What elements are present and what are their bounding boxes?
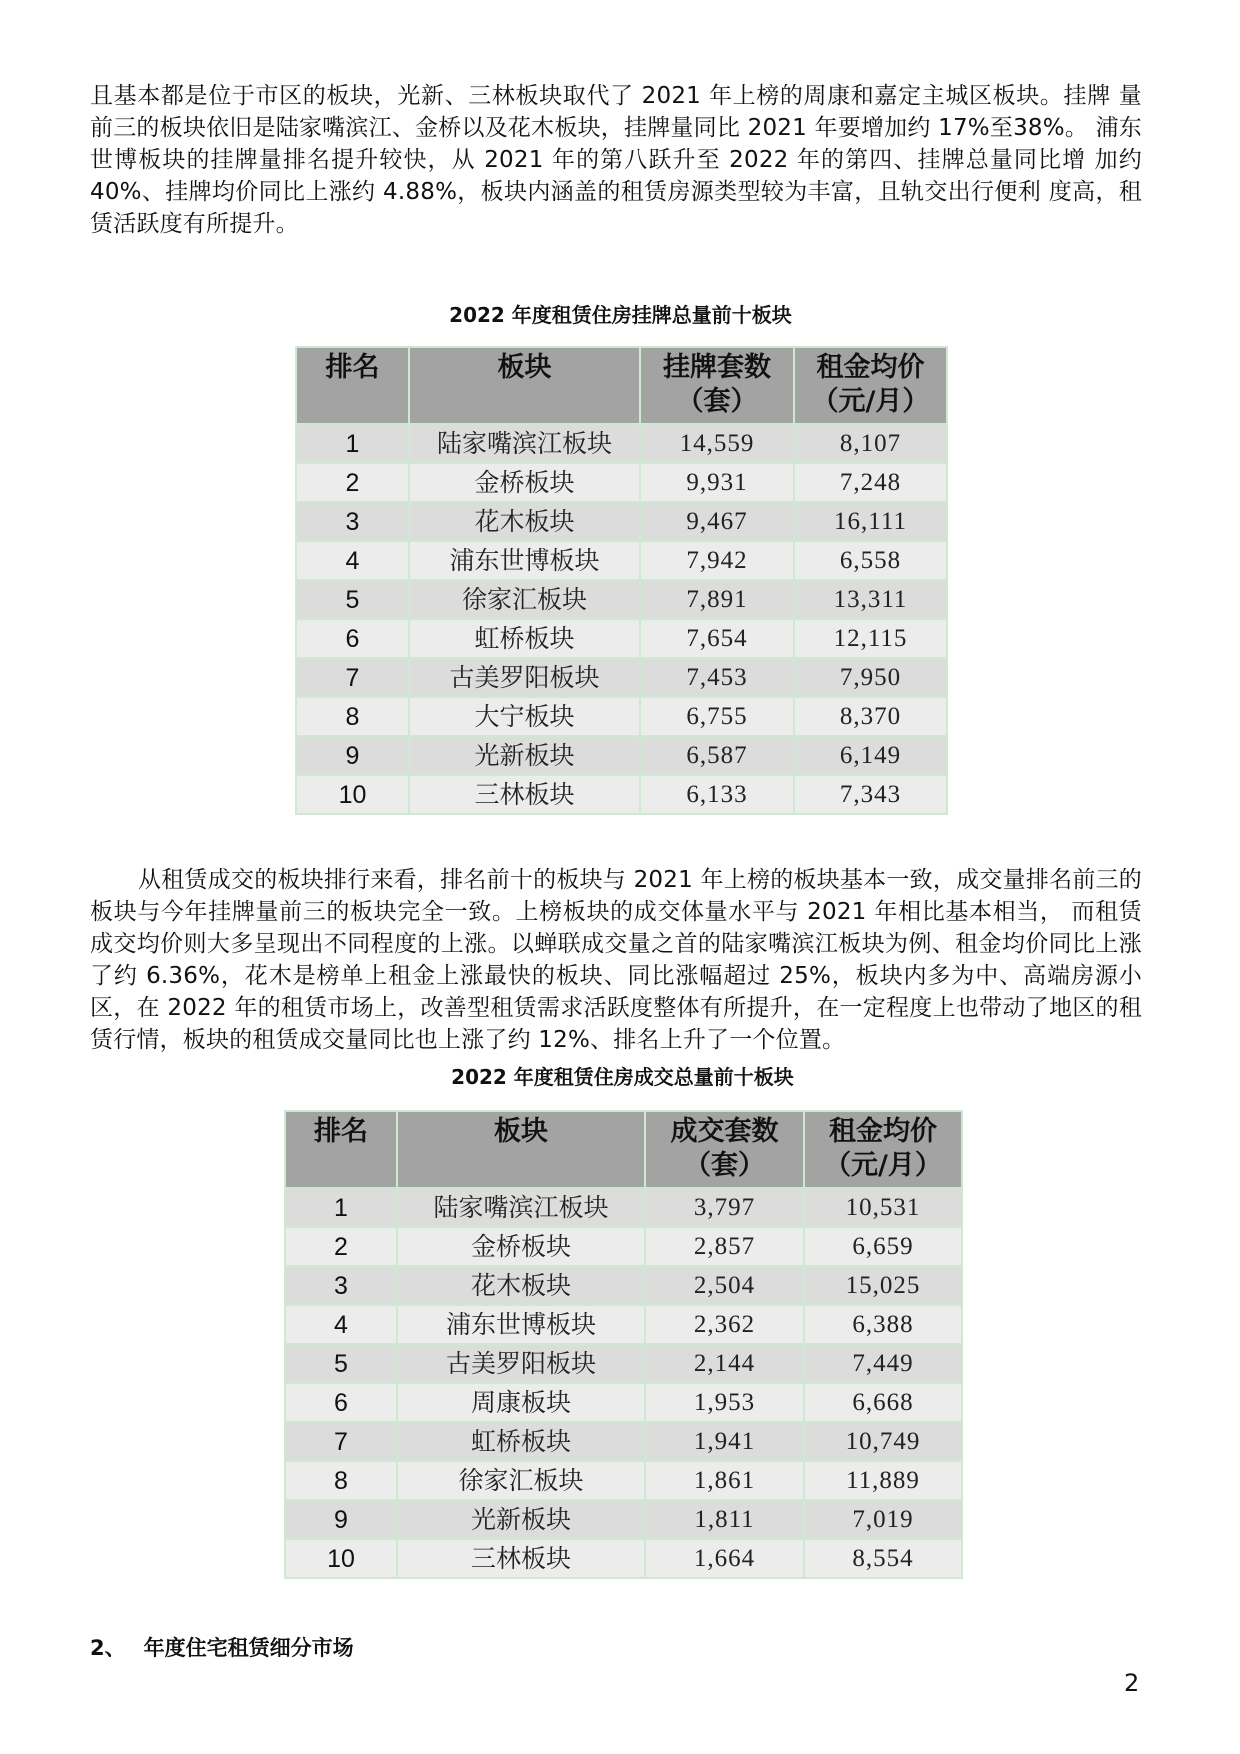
table-row [285, 1500, 962, 1539]
cell-block: 花木板块 [409, 502, 640, 541]
header-listing-count [640, 347, 794, 424]
cell-count: 6,133 [640, 775, 794, 814]
section-heading [90, 1634, 354, 1662]
cell-block: 大宁板块 [409, 697, 640, 736]
listing-table-title: 2022 年度租赁住房挂牌总量前十板块 [449, 303, 792, 327]
transaction-table-title: 2022 年度租赁住房成交总量前十板块 [451, 1065, 794, 1089]
cell-price: 10,531 [804, 1188, 962, 1227]
cell-count: 6,755 [640, 697, 794, 736]
cell-price: 15,025 [804, 1266, 962, 1305]
cell-rank: 6 [296, 619, 409, 658]
cell-rank: 9 [296, 736, 409, 775]
cell-count: 9,931 [640, 463, 794, 502]
table-row [296, 697, 947, 736]
cell-block: 徐家汇板块 [409, 580, 640, 619]
cell-count: 7,453 [640, 658, 794, 697]
cell-count: 2,504 [645, 1266, 804, 1305]
header-avg-rent [794, 347, 947, 424]
header-block: 板块 [409, 347, 640, 424]
cell-price: 7,019 [804, 1500, 962, 1539]
cell-rank: 4 [296, 541, 409, 580]
cell-block: 光新板块 [409, 736, 640, 775]
cell-price: 7,950 [794, 658, 947, 697]
table-row [296, 463, 947, 502]
cell-block: 三林板块 [409, 775, 640, 814]
page-number: 2 [1124, 1669, 1140, 1697]
cell-rank: 5 [285, 1344, 397, 1383]
cell-price: 7,248 [794, 463, 947, 502]
cell-count: 2,362 [645, 1305, 804, 1344]
cell-rank: 3 [285, 1266, 397, 1305]
cell-price: 11,889 [804, 1461, 962, 1500]
header-listing-count-label: 挂牌套数 [663, 352, 771, 383]
cell-block: 陆家嘴滨江板块 [397, 1188, 645, 1227]
cell-count: 7,942 [640, 541, 794, 580]
cell-price: 6,668 [804, 1383, 962, 1422]
table-row [285, 1188, 962, 1227]
table-row [285, 1227, 962, 1266]
header-transaction-count-label: 成交套数 [670, 1116, 779, 1147]
cell-count: 1,861 [645, 1461, 804, 1500]
header-avg-rent-unit: （元/月） [824, 1150, 942, 1181]
cell-count: 7,891 [640, 580, 794, 619]
cell-rank: 8 [285, 1461, 397, 1500]
table-row [296, 658, 947, 697]
header-avg-rent [804, 1111, 962, 1188]
cell-block: 浦东世博板块 [397, 1305, 645, 1344]
cell-price: 16,111 [794, 502, 947, 541]
cell-price: 10,749 [804, 1422, 962, 1461]
table-row [285, 1539, 962, 1578]
cell-rank: 5 [296, 580, 409, 619]
cell-price: 7,343 [794, 775, 947, 814]
cell-count: 2,144 [645, 1344, 804, 1383]
cell-count: 9,467 [640, 502, 794, 541]
table-row [285, 1422, 962, 1461]
cell-block: 金桥板块 [397, 1227, 645, 1266]
cell-price: 8,554 [804, 1539, 962, 1578]
header-avg-rent-label: 租金均价 [816, 352, 925, 383]
cell-block: 花木板块 [397, 1266, 645, 1305]
cell-rank: 8 [296, 697, 409, 736]
cell-count: 3,797 [645, 1188, 804, 1227]
cell-price: 6,558 [794, 541, 947, 580]
table-row [285, 1461, 962, 1500]
cell-block: 金桥板块 [409, 463, 640, 502]
cell-rank: 1 [296, 424, 409, 463]
cell-price: 6,388 [804, 1305, 962, 1344]
cell-price: 6,149 [794, 736, 947, 775]
header-avg-rent-label: 租金均价 [829, 1116, 937, 1147]
header-avg-rent-unit: （元/月） [811, 386, 930, 417]
cell-count: 6,587 [640, 736, 794, 775]
cell-price: 13,311 [794, 580, 947, 619]
cell-price: 8,107 [794, 424, 947, 463]
cell-count: 7,654 [640, 619, 794, 658]
cell-price: 6,659 [804, 1227, 962, 1266]
table-row [296, 502, 947, 541]
cell-count: 1,953 [645, 1383, 804, 1422]
cell-block: 陆家嘴滨江板块 [409, 424, 640, 463]
cell-rank: 1 [285, 1188, 397, 1227]
header-block: 板块 [397, 1111, 645, 1188]
cell-block: 古美罗阳板块 [397, 1344, 645, 1383]
table-row [296, 619, 947, 658]
cell-rank: 2 [296, 463, 409, 502]
section-number: 2、 [90, 1636, 126, 1660]
cell-block: 古美罗阳板块 [409, 658, 640, 697]
cell-block: 周康板块 [397, 1383, 645, 1422]
cell-rank: 2 [285, 1227, 397, 1266]
cell-count: 1,811 [645, 1500, 804, 1539]
cell-block: 徐家汇板块 [397, 1461, 645, 1500]
header-transaction-count [645, 1111, 804, 1188]
transaction-paragraph: 从租赁成交的板块排行来看，排名前十的板块与 2021 年上榜的板块基本一致，成交量排名前三的板块与今年挂牌量前三的板块完全一致。上榜板块的成交体量水平与 2021 年相比基本相当， 而租赁成交均价则大多呈现出不同程度的上涨。以蝉联成交量之首的陆家嘴滨江板块为例、租金均价同比上涨了约 6.36%，花木是榜单上租金上涨最快的板块、同比涨幅超过 25%，板块内多为中、高端房源小区，在 2022 年的租赁市场上，改善型租赁需求活跃度整体有所提升，在一定程度上也带动了地区的租赁行情，板块的租赁成交量同比也上涨了约 12%、排名上升了一个位置。 [90, 867, 1142, 1053]
header-rank: 排名 [285, 1111, 397, 1188]
table-row [296, 541, 947, 580]
table-row [285, 1305, 962, 1344]
cell-count: 1,941 [645, 1422, 804, 1461]
transaction-top10-table [284, 1110, 963, 1579]
cell-block: 光新板块 [397, 1500, 645, 1539]
cell-rank: 10 [285, 1539, 397, 1578]
cell-block: 虹桥板块 [397, 1422, 645, 1461]
intro-paragraph: 且基本都是位于市区的板块，光新、三林板块取代了 2021 年上榜的周康和嘉定主城区板块。挂牌 量前三的板块依旧是陆家嘴滨江、金桥以及花木板块，挂牌量同比 2021 年要增加约 17%至38%。 浦东世博板块的挂牌量排名提升较快，从 2021 年的第八跃升至 2022 年的第四、挂牌总量同比增 加约 40%、挂牌均价同比上涨约 4.88%，板块内涵盖的租赁房源类型较为丰富，且轨交出行便利 度高，租赁活跃度有所提升。 [90, 83, 1142, 237]
cell-rank: 4 [285, 1305, 397, 1344]
cell-price: 7,449 [804, 1344, 962, 1383]
cell-rank: 6 [285, 1383, 397, 1422]
cell-count: 1,664 [645, 1539, 804, 1578]
cell-rank: 7 [285, 1422, 397, 1461]
header-transaction-count-unit: （套） [684, 1150, 765, 1181]
table-row [285, 1383, 962, 1422]
cell-block: 虹桥板块 [409, 619, 640, 658]
table-row [296, 580, 947, 619]
listing-top10-table [295, 346, 948, 815]
header-listing-count-unit: （套） [676, 386, 758, 417]
cell-rank: 10 [296, 775, 409, 814]
cell-block: 浦东世博板块 [409, 541, 640, 580]
cell-rank: 9 [285, 1500, 397, 1539]
cell-rank: 3 [296, 502, 409, 541]
table-row [296, 775, 947, 814]
table-header-row [296, 347, 947, 424]
table-row [285, 1344, 962, 1383]
section-title: 年度住宅租赁细分市场 [143, 1636, 354, 1660]
cell-rank: 7 [296, 658, 409, 697]
table-header-row [285, 1111, 962, 1188]
table-row [285, 1266, 962, 1305]
table-row [296, 736, 947, 775]
cell-block: 三林板块 [397, 1539, 645, 1578]
cell-count: 2,857 [645, 1227, 804, 1266]
table-row [296, 424, 947, 463]
header-rank: 排名 [296, 347, 409, 424]
cell-count: 14,559 [640, 424, 794, 463]
cell-price: 12,115 [794, 619, 947, 658]
cell-price: 8,370 [794, 697, 947, 736]
